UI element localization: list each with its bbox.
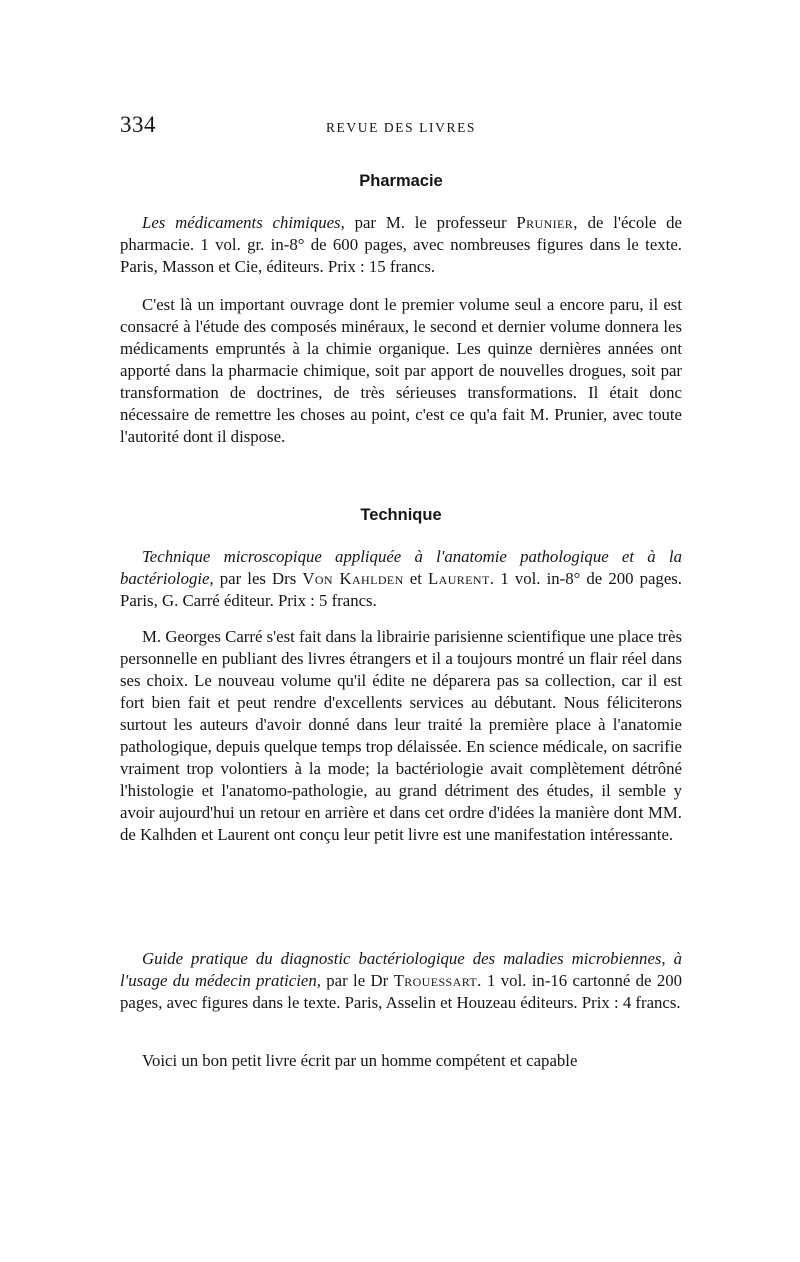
citation-by: par les Drs <box>213 569 303 588</box>
citation-guide-pratique <box>120 948 682 1014</box>
author-name: Von Kahlden <box>302 569 404 588</box>
book-title: Guide pratique du diagnostic bactériologique des maladies microbiennes, à l'usage du médecin praticien, <box>120 949 682 990</box>
review-medicaments-chimiques: C'est là un important ouvrage dont le premier volume seul a encore paru, il est consacré à l'étude des composés minéraux, le second et dernier volume donnera les médicaments empruntés à la chimie organique. Les quinze dernières années ont apporté dans la pharmacie chimique, soit par apport de nouvelles drogues, soit par transformation de doctrines, de très sérieuses transformations. Il était donc nécessaire de remettre les choses au point, c'est ce qu'a fait M. Prunier, avec toute l'autorité dont il dispose. <box>120 295 682 446</box>
review-technique-microscopique: M. Georges Carré s'est fait dans la librairie parisienne scientifique une place très personnelle en publiant des livres étrangers et il a toujours montré un flair réel dans ses choix. Le nouveau volume qu'il édite ne déparera pas sa collection, car il est fort bien fait et peut rendre d'excellents services au débutant. Nous féliciterons surtout les auteurs d'avoir donné dans leur traité la première place à l'anatomie pathologique, depuis quelque temps trop délaissée. En science médicale, on sacrifie vraiment trop volontiers à la mode; la bactériologie avait complètement détrôné l'histologie et l'anatomo-pathologie, au grand détriment des études, il semble y avoir aujourd'hui un retour en arrière et dans cet ordre d'idées la manière dont MM. de Kalhden et Laurent ont conçu leur petit livre est une manifestation intéressante. <box>120 627 682 844</box>
citation-details: 1 vol. in-16 cartonné de 200 pages, avec figures dans le texte. Paris, Asselin et Houzeau éditeurs. Prix : 4 francs. <box>120 971 683 1012</box>
page-header <box>120 112 682 142</box>
citation-by: par M. le professeur <box>344 213 517 232</box>
author-name-2: Laurent. <box>428 569 495 588</box>
author-name: Trouessart. <box>393 971 482 990</box>
book-title: Technique microscopique appliquée à l'anatomie pathologique et à la bactériologie, <box>120 547 682 588</box>
book-title: Les médicaments chimiques, <box>142 213 345 232</box>
page-number: 334 <box>120 112 156 137</box>
running-title: REVUE DES LIVRES <box>325 120 477 135</box>
author-name: Prunier, <box>516 213 578 232</box>
citation-by: par le Dr <box>320 971 394 990</box>
citation-details: 1 vol. in-8° de 200 pages. Paris, G. Carré éditeur. Prix : 5 francs. <box>120 569 682 610</box>
citation-medicaments-chimiques <box>120 212 682 278</box>
citation-and: et <box>403 569 428 588</box>
section-title-pharmacie: Pharmacie <box>359 172 443 190</box>
citation-technique-microscopique <box>120 546 682 612</box>
section-title-technique: Technique <box>360 506 442 524</box>
review-guide-pratique: Voici un bon petit livre écrit par un homme compétent et capable <box>142 1051 578 1070</box>
citation-details: de l'école de pharmacie. 1 vol. gr. in-8° de 600 pages, avec nombreuses figures dans le texte. Paris, Masson et Cie, éditeurs. Prix : 15 francs. <box>120 213 682 276</box>
